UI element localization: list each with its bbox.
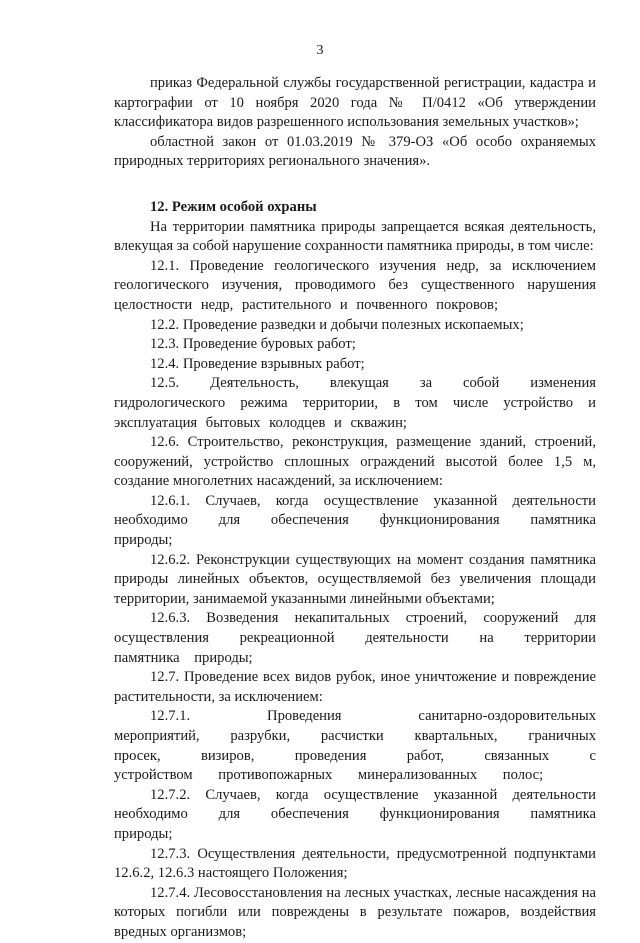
- paragraph-12-6-2: 12.6.2. Реконструкции существующих на момент создания памятника природы линейных объектов, осуществляемой без увеличения площади территории, занимаемой указанными линейными объектами;: [114, 551, 596, 607]
- paragraph-12-7-4: 12.7.4. Лесовосстановления на лесных участках, лесные насаждения на которых погибли или повреждены в результате пожаров, воздействия вредных организмов;: [114, 884, 596, 940]
- paragraph-12-7-2: 12.7.2. Случаев, когда осуществление указанной деятельности необходимо для обеспечения функционирования памятника природы;: [114, 786, 596, 842]
- paragraph-12-3: 12.3. Проведение буровых работ;: [150, 336, 356, 353]
- section-title: 12. Режим особой охраны: [150, 198, 317, 215]
- paragraph-12-5: 12.5. Деятельность, влекущая за собой изменения гидрологического режима территории, в том числе устройство и эксплуатация бытовых колодцев и скважин;: [114, 375, 596, 431]
- paragraph-intro: На территории памятника природы запрещается всякая деятельность, влекущая за собой нарушение сохранности памятника природы, в том числе:: [114, 218, 596, 255]
- paragraph-12-4: 12.4. Проведение взрывных работ;: [150, 355, 365, 372]
- document-body: [114, 74, 596, 943]
- paragraph-12-7-1: 12.7.1. Проведения санитарно-оздоровительных мероприятий, разрубки, расчистки квартальных, граничных просек, визиров, проведения работ, связанных с устройством противопожарных минерализованных полос;: [114, 708, 596, 784]
- paragraph-12-7-3: 12.7.3. Осуществления деятельности, предусмотренной подпунктами 12.6.2, 12.6.3 настоящего Положения;: [114, 845, 596, 882]
- paragraph-12-7: 12.7. Проведение всех видов рубок, иное уничтожение и повреждение растительности, за исключением:: [114, 669, 596, 705]
- paragraph-rosreestr-order: приказ Федеральной службы государственной регистрации, кадастра и картографии от 10 ноября 2020 года № П/0412 «Об утверждении классификатора видов разрешенного использования земельных участков»;: [114, 75, 596, 131]
- paragraph-regional-law: областной закон от 01.03.2019 № 379-ОЗ «Об особо охраняемых природных территориях регионального значения».: [114, 133, 596, 170]
- paragraph-12-6-1: 12.6.1. Случаев, когда осуществление указанной деятельности необходимо для обеспечения функционирования памятника природы;: [114, 492, 596, 549]
- paragraph-12-6: 12.6. Строительство, реконструкция, размещение зданий, строений, сооружений, устройство сплошных ограждений высотой более 1,5 м, создание многолетних насаждений, за исключением:: [114, 434, 596, 490]
- paragraph-12-1: 12.1. Проведение геологического изучения недр, за исключением геологического изучения, проводимого без существенного нарушения целостности недр, растительного и почвенного покровов;: [114, 257, 596, 313]
- page-number: 3: [316, 43, 324, 58]
- paragraph-12-2: 12.2. Проведение разведки и добычи полезных ископаемых;: [150, 316, 524, 333]
- paragraph-12-6-3: 12.6.3. Возведения некапитальных строений, сооружений для осуществления рекреационной деятельности на территории памятника природы;: [114, 610, 596, 666]
